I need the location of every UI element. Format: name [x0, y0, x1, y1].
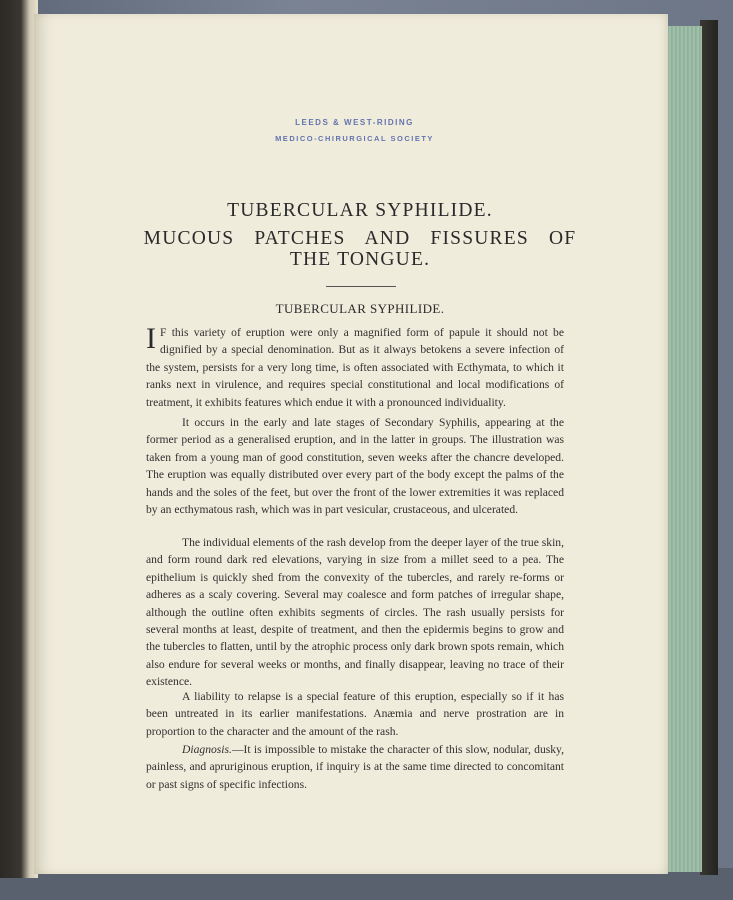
paragraph-5	[146, 741, 564, 793]
title-divider	[326, 286, 396, 287]
drop-cap: I	[146, 322, 156, 355]
paragraph-3: The individual elements of the rash develop from the deeper layer of the true skin, and form round dark red elevations, varying in size from a millet seed to a pea. The epithelium is quickly shed from the convexity of the tubercles, and rarely re-forms or adheres as a scaly covering. Several may coalesce and form patches of irregular shape, although the outline often exhibits segments of circles. The rash usually persists for several months at least, despite of treatment, and then the epidermis begins to grow and the tubercles to flatten, until by the atrophic process only dark brown spots remain, which also endure for several weeks or months, and finally disappear, leaving no trace of their existence.	[146, 536, 564, 689]
title-line-1: TUBERCULAR SYPHILIDE.	[227, 200, 493, 221]
diagnosis-lead: Diagnosis.	[182, 743, 232, 756]
title-line-2: MUCOUS PATCHES AND FISSURES OF	[143, 228, 577, 249]
paragraph-2: It occurs in the early and late stages of Secondary Syphilis, appearing at the former period as a generalised eruption, and in the latter in groups. The illustration was taken from a young man of good constitution, seven weeks after the chancre developed. The eruption was equally distributed over every part of the body except the palms of the hands and the soles of the feet, but over the front of the lower extremities it was replaced by an ecthymatous rash, which was in part vesicular, crustaceous, and ulcerated.	[146, 416, 564, 517]
stamp-line-2: MEDICO-CHIRURGICAL SOCIETY	[275, 134, 434, 143]
title-line-3: THE TONGUE.	[289, 249, 431, 270]
paragraph-4: A liability to relapse is a special feature of this eruption, especially so if it has been untreated in its earlier manifestations. Anæmia and nerve prostration are in proportion to the character and the amount of the rash.	[146, 690, 564, 738]
paragraph-5-text: —It is impossible to mistake the character of this slow, nodular, dusky, painless, and apruriginous eruption, if inquiry is at the same time directed to concomitant or past signs of specific infections.	[146, 743, 564, 791]
paragraph-1	[146, 324, 564, 411]
paragraph-1-text: F this variety of eruption were only a magnified form of papule it should not be dignified by a special denomination. But as it always betokens a severe infection of the system, persists for a very long time, is often associated with Ecthymata, to which it ranks next in virulence, and requires special constitutional and local modifications of treatment, it exhibits features which endue it with a pronounced individuality.	[146, 326, 564, 409]
library-stamp	[0, 118, 733, 143]
stamp-line-1: LEEDS & WEST-RIDING	[295, 118, 414, 127]
section-heading: TUBERCULAR SYPHILIDE.	[275, 301, 445, 316]
book-right-cover	[700, 20, 718, 875]
